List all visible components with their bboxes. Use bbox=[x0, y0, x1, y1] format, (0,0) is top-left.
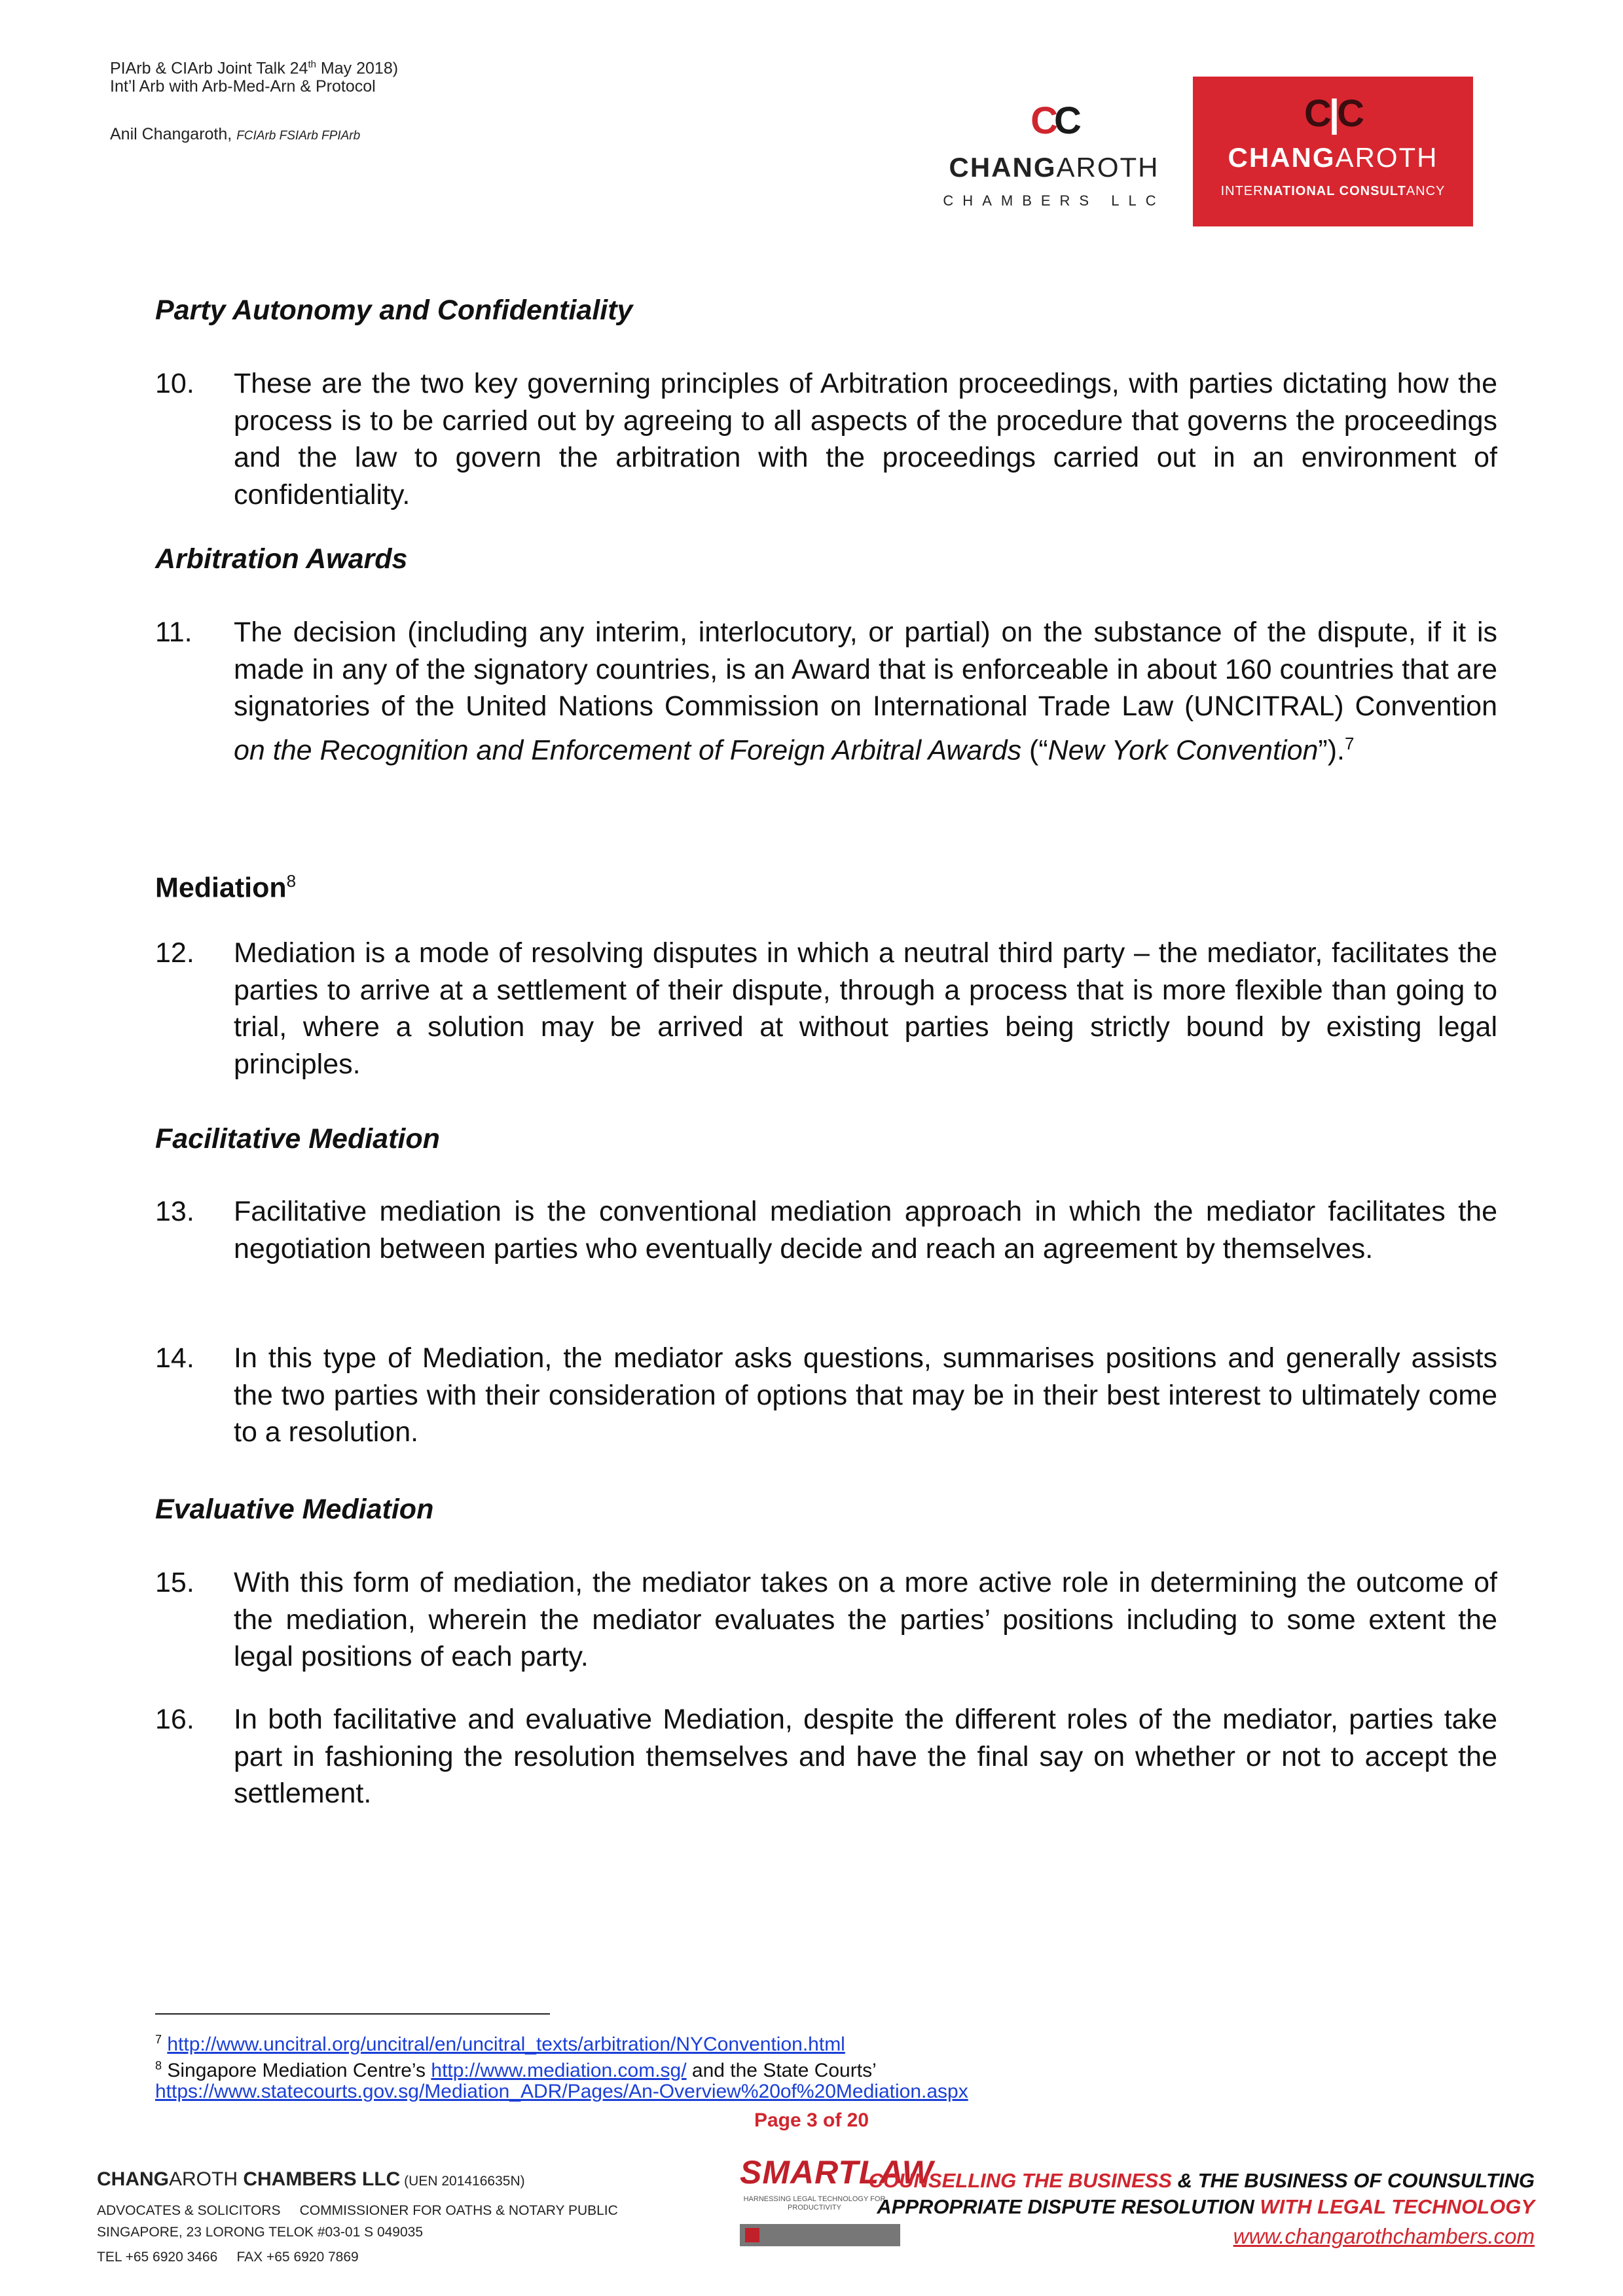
header-topic-line: Int’l Arb with Arb-Med-Arn & Protocol bbox=[110, 77, 376, 96]
footnote-7-link[interactable]: http://www.uncitral.org/uncitral/en/uncitral_texts/arbitration/NYConvention.html bbox=[167, 2034, 845, 2055]
consultancy-mark-icon: C|C bbox=[1304, 92, 1362, 135]
footnote-8: $^8$ Singapore Mediation Centre’s http://www.mediation.com.sg/ and the State Courts’ bbox=[155, 2059, 877, 2081]
paragraph-number: 14. bbox=[155, 1342, 194, 1374]
header-author-line: Anil Changaroth, FCIArb FSIArb FPIArb bbox=[110, 125, 361, 143]
footer-website-link[interactable]: www.changarothchambers.com bbox=[1233, 2224, 1535, 2248]
changaroth-chambers-logo: CC CHANGAROTH CHAMBERS LLC bbox=[943, 99, 1165, 209]
changaroth-consultancy-logo: C|C CHANGAROTH INTERNATIONAL CONSULTANCY bbox=[1193, 77, 1473, 226]
footnote-7: $^7$ http://www.uncitral.org/uncitral/en/uncitral_texts/arbitration/NYConvention.html bbox=[155, 2033, 845, 2055]
footnote-divider bbox=[155, 2013, 550, 2015]
footnote-ref-7[interactable]: 7 bbox=[1345, 733, 1355, 753]
paragraph-number: 13. bbox=[155, 1196, 194, 1227]
paragraph-16: 16. In both facilitative and evaluative Mediation, despite the different roles of the mediator, parties take part in fashioning the resolution themselves and have the final say on whether or not to accept the settlement. bbox=[155, 1701, 1497, 1812]
footer-firm-details: CHANGAROTH CHAMBERS LLC (UEN 201416635N) ADVOCATES & SOLICITORS COMMISSIONER FOR OATHS & NOTARY PUBLIC SINGAPORE, 23 LORONG TELOK #03-01 S 049035 TEL +65 6920 3466 FAX +65 6920 7869 bbox=[97, 2168, 618, 2265]
page-number: Page 3 of 20 bbox=[754, 2109, 869, 2131]
paragraph-14: 14. In this type of Mediation, the mediator asks questions, summarises positions and generally assists the two parties with their consideration of options that may be in their best interest to ultimately come to a resolution. bbox=[155, 1340, 1497, 1451]
paragraph-12: 12. Mediation is a mode of resolving disputes in which a neutral third party – the mediator, facilitates the parties to arrive at a settlement of their dispute, through a process that is more flexible than going to trial, where a solution may be arrived at without parties being strictly bound by existing legal principles. bbox=[155, 935, 1497, 1083]
header-event-line: PIArb & CIArb Joint Talk 24th May 2018) bbox=[110, 59, 399, 78]
paragraph-15: 15. With this form of mediation, the mediator takes on a more active role in determining the outcome of the mediation, wherein the mediator evaluates the parties’ positions including to some extent the legal positions of each party. bbox=[155, 1564, 1497, 1676]
footnote-8-link-statecourts[interactable]: https://www.statecourts.gov.sg/Mediation_ADR/Pages/An-Overview%20of%20Mediation.aspx bbox=[155, 2081, 968, 2102]
smartlaw-banner bbox=[740, 2224, 900, 2246]
paragraph-number: 16. bbox=[155, 1704, 194, 1735]
section-heading-arbitration-awards: Arbitration Awards bbox=[155, 543, 408, 575]
footnote-8-continued bbox=[155, 2079, 968, 2105]
footnote-8-link-mediation[interactable]: http://www.mediation.com.sg/ bbox=[431, 2060, 687, 2081]
section-heading-facilitative-mediation: Facilitative Mediation bbox=[155, 1123, 440, 1155]
section-heading-mediation: Mediation$^8$ bbox=[155, 871, 297, 904]
footer-taglines: COUNSELLING THE BUSINESS & THE BUSINESS OF COUNSULTING APPROPRIATE DISPUTE RESOLUTION WITH LEGAL TECHNOLOGY bbox=[868, 2169, 1535, 2218]
chambers-mark-icon: CC bbox=[1030, 99, 1078, 142]
paragraph-11: 11. The decision (including any interim, interlocutory, or partial) on the substance of the dispute, if it is made in any of the signatory countries, is an Award that is enforceable in about 160 countries that are signatories of the United Nations Commission on International Trade Law (UNCITRAL) Convention on the Recognition and Enforcement of Foreign Arbitral Awards (“New York Convention”).$^7$ bbox=[155, 614, 1497, 768]
paragraph-number: 15. bbox=[155, 1567, 194, 1598]
smartlaw-logo: SMARTLAW HARNESSING LEGAL TECHNOLOGY FOR PRODUCTIVITY bbox=[740, 2147, 903, 2251]
paragraph-number: 11. bbox=[155, 617, 192, 648]
lawsociety-badge-icon bbox=[745, 2228, 759, 2242]
section-heading-party-autonomy: Party Autonomy and Confidentiality bbox=[155, 295, 633, 326]
paragraph-number: 10. bbox=[155, 368, 194, 399]
section-heading-evaluative-mediation: Evaluative Mediation bbox=[155, 1494, 434, 1525]
paragraph-13: 13. Facilitative mediation is the conventional mediation approach in which the mediator facilitates the negotiation between parties who eventually decide and reach an agreement by themselves. bbox=[155, 1193, 1497, 1267]
paragraph-number: 12. bbox=[155, 937, 194, 969]
paragraph-10: 10. These are the two key governing principles of Arbitration proceedings, with parties dictating how the process is to be carried out by agreeing to all aspects of the procedure that governs the proceedings and the law to govern the arbitration with the proceedings carried out in an environment of confidentiality. bbox=[155, 365, 1497, 513]
footnote-ref-8[interactable]: 8 bbox=[286, 871, 297, 891]
